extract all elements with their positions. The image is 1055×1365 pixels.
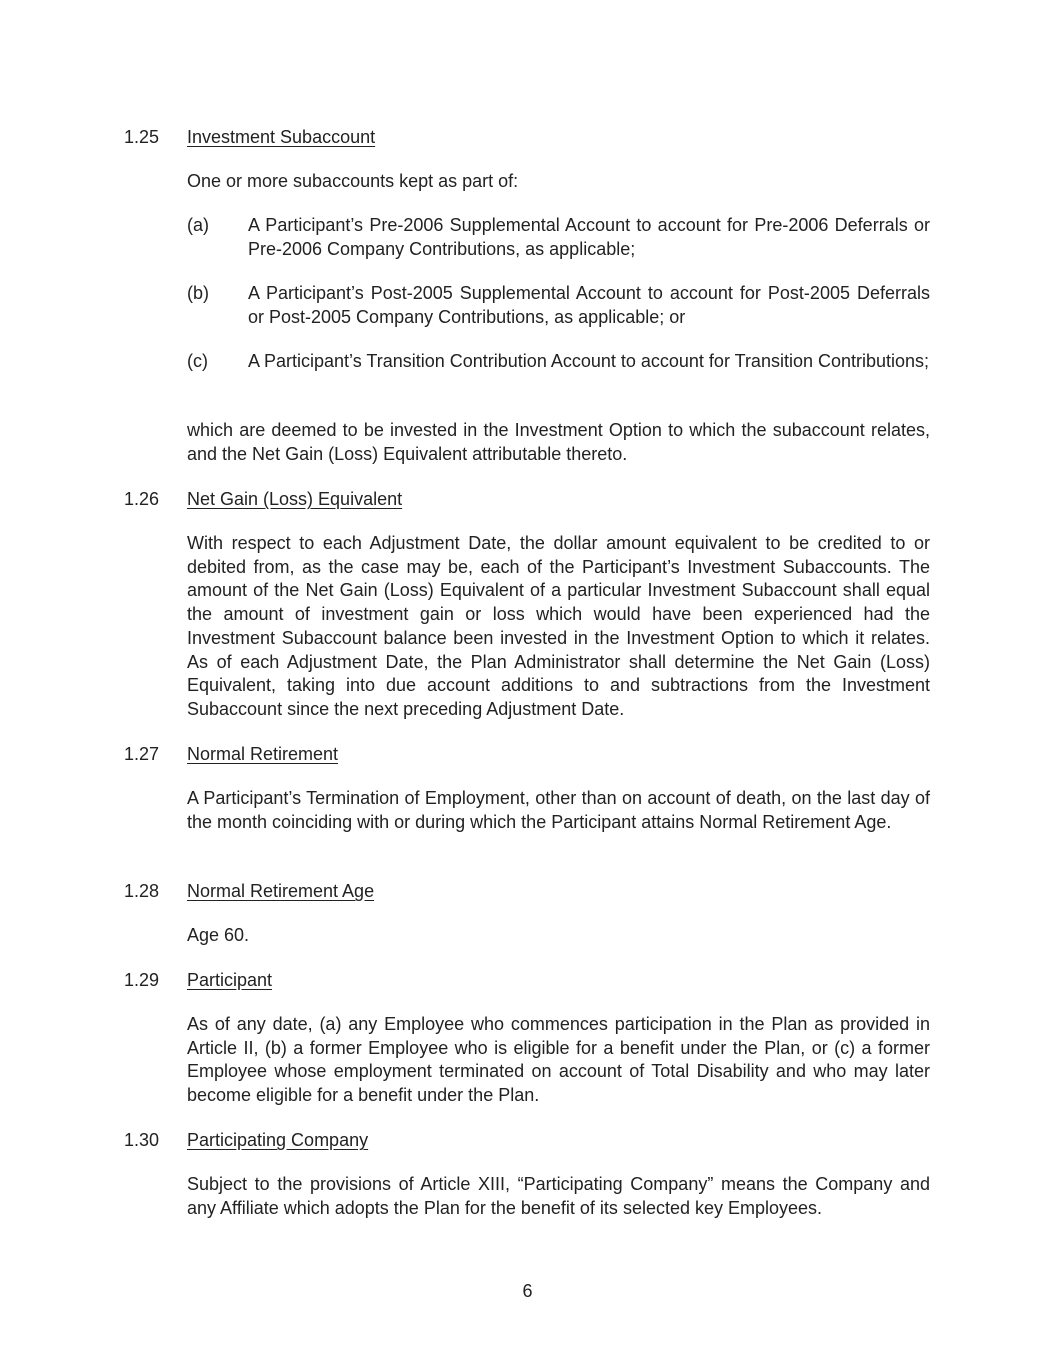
section-body: As of any date, (a) any Employee who commences participation in the Plan as provided in Article II, (b) a former Employee who is eligible for a benefit under the Plan, or (c) a former Employee whose employment terminated on account of Total Disability and who may later become eligible for a benefit under the Plan. [187, 1014, 930, 1106]
section-title: Participant [187, 970, 273, 990]
section-closing: which are deemed to be invested in the Investment Option to which the subaccount relates, and the Net Gain (Loss) Equivalent attributable thereto. [187, 420, 930, 464]
section-title: Participating Company [187, 1130, 369, 1150]
list-item-text: A Participant’s Pre-2006 Supplemental Account to account for Pre-2006 Deferrals or Pre-2006 Company Contributions, as applicable; [248, 215, 930, 259]
section-number: 1.28 [124, 881, 160, 901]
list-item-label: (c) [187, 351, 208, 371]
section-body: With respect to each Adjustment Date, the dollar amount equivalent to be credited to or debited from, as the case may be, each of the Participant’s Investment Subaccounts. The amount of the Net Gain (Loss) Equivalent of a particular Investment Subaccount shall equal the amount of investment gain or loss which would have been experienced had the Investment Subaccount balance been invested in the Investment Option to which it relates. As of each Adjustment Date, the Plan Administrator shall determine the Net Gain (Loss) Equivalent, taking into due account additions to and subtractions from the Investment Subaccount since the next preceding Adjustment Date. [187, 533, 930, 719]
section-number: 1.29 [124, 970, 160, 990]
section-number: 1.30 [124, 1130, 160, 1150]
section-title: Investment Subaccount [187, 127, 376, 147]
section-title: Net Gain (Loss) Equivalent [187, 489, 403, 509]
page-number: 6 [522, 1281, 533, 1301]
list-item-text: A Participant’s Transition Contribution Account to account for Transition Contributions; [248, 351, 930, 371]
list-item-label: (a) [187, 215, 209, 235]
section-body: A Participant’s Termination of Employment, other than on account of death, on the last day of the month coinciding with or during which the Participant attains Normal Retirement Age. [187, 788, 930, 832]
section-number: 1.25 [124, 127, 160, 147]
list-item-label: (b) [187, 283, 209, 303]
section-number: 1.27 [124, 744, 160, 764]
section-intro: One or more subaccounts kept as part of: [187, 171, 519, 191]
section-number: 1.26 [124, 489, 160, 509]
section-title: Normal Retirement Age [187, 881, 375, 901]
section-body: Age 60. [187, 925, 250, 945]
section-body: Subject to the provisions of Article XIII, “Participating Company” means the Company and any Affiliate which adopts the Plan for the benefit of its selected key Employees. [187, 1174, 930, 1218]
section-title: Normal Retirement [187, 744, 339, 764]
list-item-text: A Participant’s Post-2005 Supplemental Account to account for Post-2005 Deferrals or Post-2005 Company Contributions, as applicable; or [248, 283, 930, 327]
